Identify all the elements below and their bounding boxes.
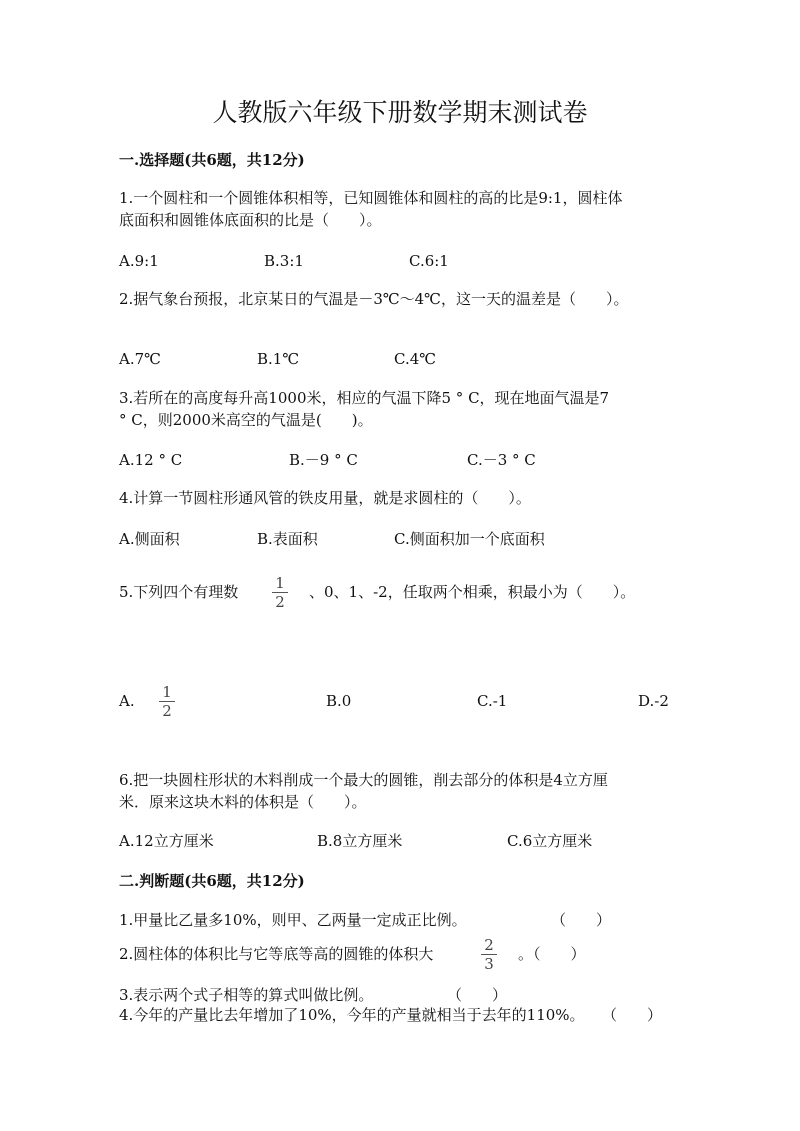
- question-6-option-a: A.12立方厘米: [119, 832, 214, 850]
- judgment-3-text: 3.表示两个式子相等的算式叫做比例。: [119, 986, 374, 1004]
- question-6-line-2: 米．原来这块木料的体积是（ ）。: [119, 793, 367, 811]
- question-3-option-b: B.－9 ° C: [289, 451, 358, 469]
- question-3-option-a: A.12 ° C: [119, 451, 183, 469]
- fraction-numerator: 1: [275, 574, 285, 592]
- question-2-option-a: A.7℃: [119, 350, 161, 368]
- judgment-4-blank: （ ）: [602, 1006, 663, 1024]
- question-3-line-2: ° C，则2000米高空的气温是( )。: [119, 411, 373, 429]
- judgment-2-fraction: [478, 937, 500, 972]
- judgment-3-blank: （ ）: [447, 986, 508, 1004]
- question-1-line-1: 1.一个圆柱和一个圆锥体积相等，已知圆锥体和圆柱的高的比是9:1，圆柱体: [119, 189, 623, 207]
- question-5-option-a-fraction: [156, 684, 178, 719]
- question-5-option-a: A.: [119, 692, 135, 710]
- question-3-line-1: 3.若所在的高度每升高1000米，相应的气温下降5 ° C，现在地面气温是7: [119, 389, 610, 407]
- judgment-2-blank: 。（ ）: [518, 945, 586, 963]
- judgment-1-text: 1.甲量比乙量多10%，则甲、乙两量一定成正比例。: [119, 911, 467, 929]
- question-5-suffix: 、0、1、-2，任取两个相乘，积最小为（ ）。: [309, 583, 636, 601]
- question-1-option-b: B.3:1: [264, 252, 304, 270]
- question-5-fraction: [269, 575, 291, 610]
- section-heading-judgment: 二.判断题(共6题，共12分): [119, 872, 305, 890]
- section-heading-choice: 一.选择题(共6题，共12分): [119, 151, 305, 169]
- judgment-1-blank: （ ）: [551, 911, 612, 929]
- question-4-option-a: A.侧面积: [119, 530, 180, 548]
- fraction-denominator: 2: [275, 593, 285, 611]
- question-2-option-b: B.1℃: [257, 350, 300, 368]
- question-4-option-c: C.侧面积加一个底面积: [394, 530, 545, 548]
- question-4-line-1: 4.计算一节圆柱形通风管的铁皮用量，就是求圆柱的（ ）。: [119, 489, 531, 507]
- fraction-numerator: 2: [484, 936, 494, 954]
- judgment-4-text: 4.今年的产量比去年增加了10%，今年的产量就相当于去年的110%。: [119, 1006, 585, 1024]
- question-5-option-c: C.-1: [477, 692, 508, 710]
- question-1-option-c: C.6:1: [409, 252, 449, 270]
- fraction-denominator: 3: [484, 955, 494, 973]
- question-5-prefix: 5.下列四个有理数: [119, 583, 239, 601]
- question-2-line-1: 2.据气象台预报，北京某日的气温是－3℃～4℃，这一天的温差是（ ）。: [119, 290, 629, 308]
- question-5-option-b: B.0: [326, 692, 352, 710]
- question-5-option-d: D.-2: [638, 692, 669, 710]
- question-6-line-1: 6.把一块圆柱形状的木料削成一个最大的圆锥，削去部分的体积是4立方厘: [119, 771, 608, 789]
- question-6-option-c: C.6立方厘米: [507, 832, 593, 850]
- question-4-option-b: B.表面积: [257, 530, 318, 548]
- fraction-numerator: 1: [162, 683, 172, 701]
- question-1-option-a: A.9:1: [119, 252, 159, 270]
- judgment-2-text: 2.圆柱体的体积比与它等底等高的圆锥的体积大: [119, 945, 434, 963]
- page-title: 人教版六年级下册数学期末测试卷: [212, 98, 588, 127]
- question-2-option-c: C.4℃: [394, 350, 437, 368]
- question-6-option-b: B.8立方厘米: [317, 832, 403, 850]
- question-1-line-2: 底面积和圆锥体底面积的比是（ ）。: [119, 211, 382, 229]
- question-3-option-c: C.－3 ° C: [467, 451, 536, 469]
- fraction-denominator: 2: [162, 702, 172, 720]
